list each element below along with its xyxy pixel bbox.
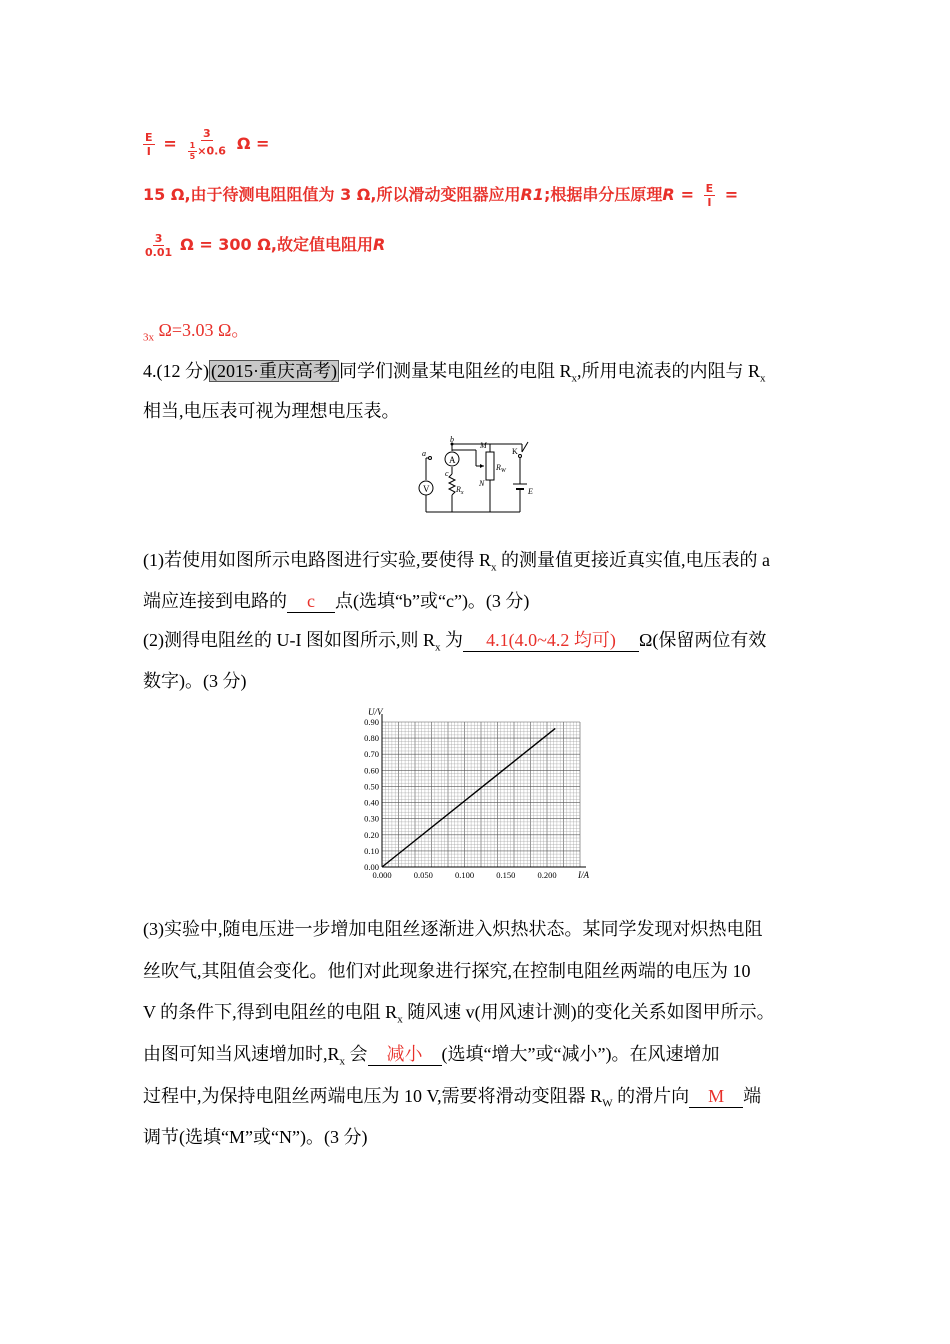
rx-sub: x — [460, 490, 464, 496]
y-tick-label: 0.20 — [364, 829, 379, 840]
question-text: 为 — [440, 630, 463, 650]
subscript: x — [571, 372, 577, 385]
frac-den: 5 — [189, 152, 196, 161]
question-text: 由图可知当风速增加时,R — [143, 1044, 340, 1064]
question-text: (1)若使用如图所示电路图进行实验,要使得 R — [143, 550, 491, 570]
y-tick-label: 0.00 — [364, 862, 379, 872]
x-axis-label: I/A — [578, 870, 589, 880]
rx-letter: R — [456, 485, 461, 494]
question-text: (选填“增大”或“减小”)。在风速增加 — [441, 1044, 720, 1064]
circuit-diagram — [418, 436, 540, 516]
series-line — [382, 728, 555, 867]
solution-text: ;根据串分压原理 — [543, 185, 663, 204]
voltmeter-label: V — [423, 484, 430, 494]
x-tick-label: 0.150 — [496, 870, 516, 880]
part3-line3 — [143, 998, 775, 1026]
label-rx — [455, 485, 464, 496]
frac-num: 1 — [189, 141, 196, 150]
answer-text: 减小 — [386, 1044, 423, 1064]
x-tick-label: 0.000 — [372, 870, 392, 880]
question-text: 端应连接到电路的 — [143, 591, 287, 611]
answer-text: M — [708, 1086, 725, 1106]
frac-den — [186, 141, 228, 161]
part1-line2 — [143, 587, 529, 613]
part3-line6: 调节(选填“M”或“N”)。(3 分) — [143, 1127, 368, 1147]
source-tag: (2015·重庆高考) — [211, 361, 337, 381]
label-m: M — [480, 441, 487, 450]
answer-blank-2 — [463, 631, 639, 652]
rw-sub: W — [500, 468, 506, 474]
frac-num: 3 — [154, 232, 163, 245]
subscript: x — [491, 561, 497, 574]
x-tick-label: 0.100 — [454, 870, 475, 880]
y-tick-label: 0.70 — [364, 749, 379, 760]
solution-text: 15 Ω,由于待测电阻阻值为 3 Ω,所以滑动变阻器应用 — [143, 185, 521, 204]
solution-eq1 — [143, 128, 269, 161]
equals-sign: = — [163, 133, 177, 153]
y-tick-label: 0.90 — [364, 717, 379, 727]
question-text: 的测量值更接近真实值,电压表的 a — [496, 550, 770, 570]
question-text: 过程中,为保持电阻丝两端电压为 10 V,需要将滑动变阻器 R — [143, 1086, 603, 1106]
label-b: b — [450, 436, 454, 444]
question-text: 随风速 v(用风速计测)的变化关系如图甲所示。 — [402, 1002, 775, 1022]
part3-line4 — [143, 1040, 719, 1068]
question-text: (2)测得电阻丝的 U-I 图如图所示,则 R — [143, 630, 435, 650]
subscript: x — [339, 1055, 346, 1068]
part2-line2: 数字)。(3 分) — [143, 671, 247, 691]
answer-text: 4.1(4.0~4.2 均可) — [486, 630, 616, 650]
r1-symbol: R1 — [520, 185, 544, 204]
frac-num: 3 — [202, 127, 211, 140]
ohm-equals: Ω = — [236, 133, 270, 153]
solution-line3 — [143, 232, 385, 258]
frac-num: E — [705, 182, 714, 195]
question-number: 4.(12 分) — [143, 361, 209, 381]
y-tick-label: 0.40 — [364, 797, 379, 808]
part3-line1: (3)实验中,随电压进一步增加电阻丝逐渐进入炽热状态。某同学发现对炽热电阻 — [143, 919, 763, 939]
frac-den: I — [146, 145, 151, 158]
fraction-e-over-i — [704, 183, 716, 208]
question-text: ,所用电流表的内阻与 R — [577, 361, 761, 381]
question-text: V 的条件下,得到电阻丝的电阻 R — [143, 1002, 398, 1022]
question-text: 的滑片向 — [612, 1086, 690, 1106]
x-tick-label: 0.200 — [537, 870, 557, 880]
question-intro-line2: 相当,电压表可视为理想电压表。 — [143, 401, 400, 421]
equals-sign: = — [724, 185, 739, 204]
fraction-3-over — [186, 128, 228, 161]
y-tick-label: 0.10 — [364, 845, 379, 856]
label-k: K — [512, 447, 518, 456]
y-tick-label: 0.30 — [364, 813, 379, 824]
part3-line2: 丝吹气,其阻值会变化。他们对此现象进行探究,在控制电阻丝两端的电压为 10 — [143, 961, 751, 981]
answer-blank-1 — [287, 592, 335, 613]
subscript: x — [760, 372, 766, 385]
ui-chart — [350, 704, 600, 884]
switch-contact — [519, 455, 522, 458]
y-axis-label: U/V — [368, 707, 383, 717]
solution-text: Ω=3.03 Ω。 — [154, 320, 250, 340]
question-text: Ω(保留两位有效 — [638, 630, 767, 650]
frac-num: E — [145, 131, 153, 144]
subscript: 3x — [143, 331, 154, 344]
question-text: 同学们测量某电阻丝的电阻 R — [338, 361, 572, 381]
frac-den: I — [707, 196, 712, 209]
label-c: c — [445, 469, 449, 478]
solution-line2 — [143, 182, 738, 208]
label-n: N — [479, 479, 485, 488]
frac-den: 0.01 — [145, 246, 173, 259]
part1-line1 — [143, 546, 770, 574]
part3-line5 — [143, 1082, 761, 1110]
r-symbol: R — [662, 185, 675, 204]
frac-den-rest: ×0.6 — [197, 144, 226, 158]
answer-blank-4 — [689, 1087, 743, 1108]
label-a: a — [422, 449, 426, 458]
label-rw — [495, 463, 507, 474]
r-symbol: R — [372, 235, 386, 254]
rw-letter: R — [496, 463, 501, 472]
answer-text: c — [307, 591, 315, 611]
question-header — [143, 357, 766, 385]
solution-text: Ω = 300 Ω,故定值电阻用 — [180, 235, 373, 254]
label-e: E — [528, 487, 533, 496]
question-text: 端 — [743, 1086, 762, 1106]
y-tick-label: 0.50 — [364, 781, 379, 792]
answer-blank-3 — [368, 1045, 442, 1066]
fraction-3-over-001 — [143, 233, 174, 258]
part2-line1 — [143, 626, 766, 654]
equals-sign: = — [680, 185, 695, 204]
question-text: 点(选填“b”或“c”)。(3 分) — [335, 591, 530, 611]
ammeter-label: A — [449, 455, 456, 465]
x-tick-label: 0.050 — [413, 870, 433, 880]
y-tick-label: 0.60 — [364, 765, 379, 776]
slider-arrow — [480, 464, 484, 468]
subscript: x — [397, 1013, 403, 1026]
fraction-e-over-i — [143, 132, 155, 157]
subscript: x — [434, 641, 441, 654]
question-text: 会 — [345, 1044, 368, 1064]
solution-line4 — [143, 316, 249, 344]
terminal-a — [429, 457, 432, 460]
subscript: W — [602, 1097, 613, 1110]
y-tick-label: 0.80 — [364, 733, 379, 744]
nested-fraction — [188, 142, 198, 161]
